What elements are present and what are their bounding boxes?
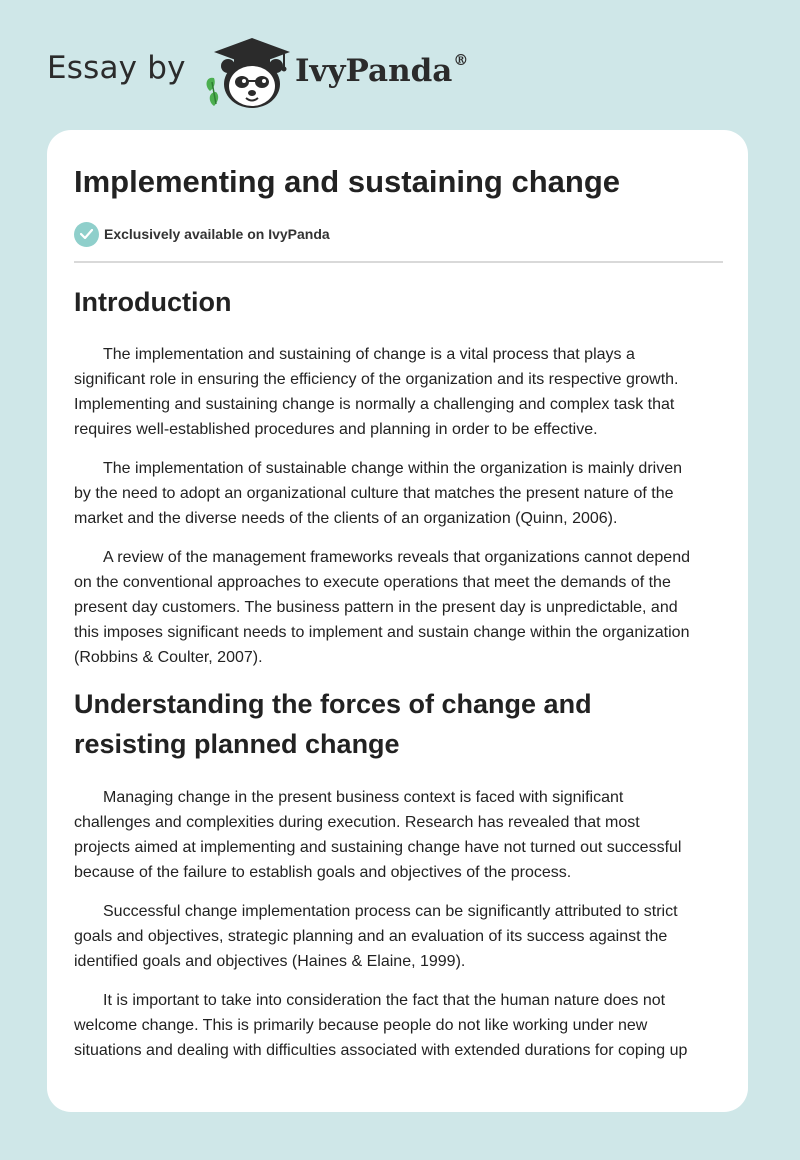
paragraph <box>74 456 723 531</box>
section-heading-forces-of-change <box>74 684 723 764</box>
essay-body <box>74 280 723 1077</box>
exclusive-badge <box>74 221 330 247</box>
brand-text: IvyPanda <box>295 53 453 89</box>
paragraph <box>74 785 723 885</box>
badge-label: Exclusively available on IvyPanda <box>104 226 330 242</box>
text-line: Implementing and sustaining change is normally a challenging and complex task that <box>74 396 675 413</box>
page-title: Implementing and sustaining change <box>74 164 621 199</box>
text-line: It is important to take into consideration the fact that the human nature does not <box>103 992 666 1009</box>
text-line: A review of the management frameworks reveals that organizations cannot depend <box>103 549 690 566</box>
text-line: by the need to adopt an organizational culture that matches the present nature of the <box>74 485 674 502</box>
essay-card <box>47 130 748 1112</box>
check-circle-icon <box>74 222 99 247</box>
text-line: Successful change implementation process can be significantly attributed to strict <box>103 903 678 920</box>
text-line: this imposes significant needs to implement and sustain change within the organization <box>74 624 690 641</box>
text-line: situations and dealing with difficulties associated with extended durations for coping up <box>74 1042 688 1059</box>
text-line: because of the failure to establish goals and objectives of the process. <box>74 864 572 881</box>
text-line: on the conventional approaches to execute operations that meet the demands of the <box>74 574 671 591</box>
text-line: challenges and complexities during execution. Research has revealed that most <box>74 814 640 831</box>
section-heading-introduction: Introduction <box>74 287 232 317</box>
text-line: The implementation of sustainable change within the organization is mainly driven <box>103 460 682 477</box>
text-line: The implementation and sustaining of change is a vital process that plays a <box>103 346 635 363</box>
text-line: Managing change in the present business context is faced with significant <box>103 789 624 806</box>
text-line: (Robbins & Coulter, 2007). <box>74 649 263 666</box>
text-line: present day customers. The business pattern in the present day is unpredictable, and <box>74 599 678 616</box>
brand-name[interactable] <box>295 53 468 89</box>
divider <box>74 261 723 263</box>
panda-graduation-cap-icon[interactable] <box>202 36 294 110</box>
registered-mark: ® <box>453 51 469 69</box>
text-line: goals and objectives, strategic planning and an evaluation of its success against the <box>74 928 668 945</box>
essay-by-label: Essay by <box>47 50 186 86</box>
heading-line: resisting planned change <box>74 729 400 759</box>
paragraph <box>74 899 723 974</box>
text-line: significant role in ensuring the efficiency of the organization and its respective growth. <box>74 371 679 388</box>
text-line: identified goals and objectives (Haines & Elaine, 1999). <box>74 953 466 970</box>
text-line: welcome change. This is primarily because people do not like working under new <box>74 1017 648 1034</box>
paragraph <box>74 342 723 442</box>
site-header <box>47 36 647 110</box>
text-line: projects aimed at implementing and sustaining change have not turned out successful <box>74 839 682 856</box>
heading-line: Understanding the forces of change and <box>74 689 592 719</box>
paragraph <box>74 988 723 1063</box>
text-line: market and the diverse needs of the clients of an organization (Quinn, 2006). <box>74 510 618 527</box>
text-line: requires well-established procedures and planning in order to be effective. <box>74 421 598 438</box>
paragraph <box>74 545 723 670</box>
